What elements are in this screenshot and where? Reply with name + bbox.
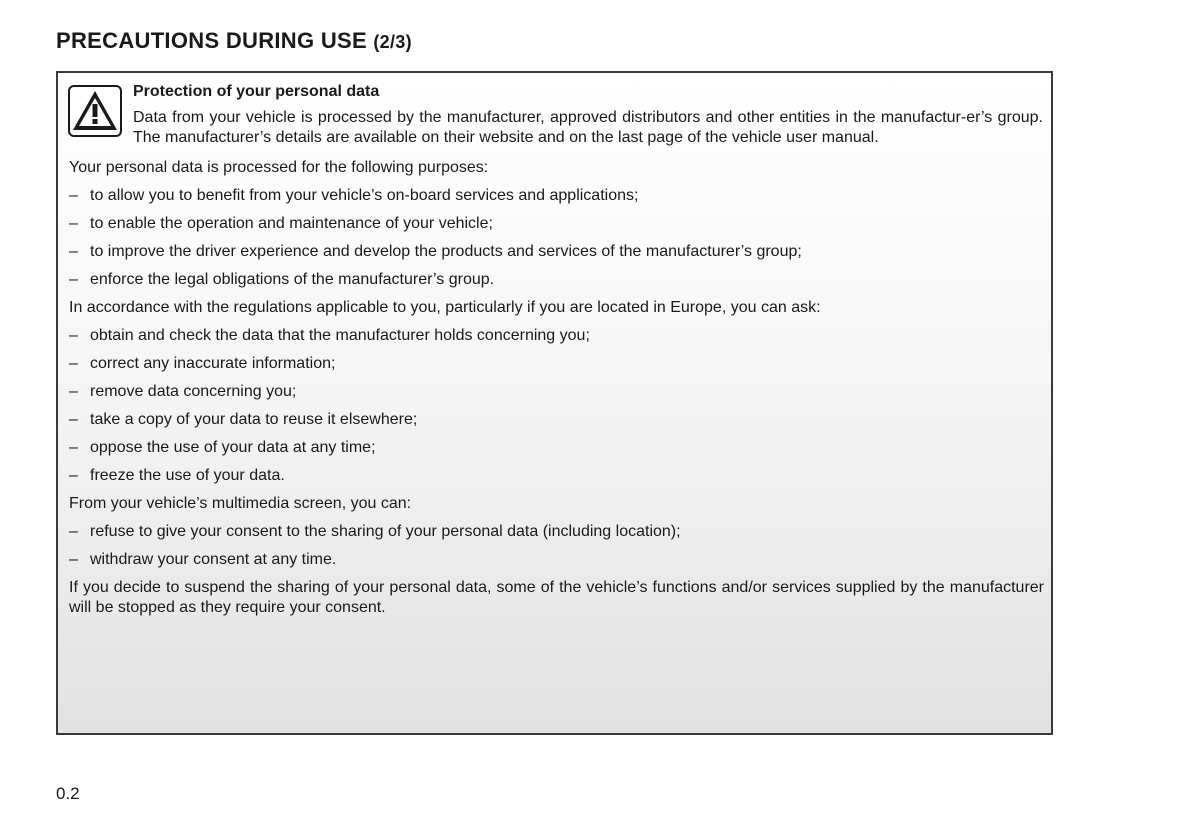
page-number: 0.2 <box>56 784 80 803</box>
rights-intro: In accordance with the regulations applicable to you, particularly if you are located in Europe, you can ask: <box>69 299 821 316</box>
section-heading: Protection of your personal data <box>133 83 380 100</box>
right-item: – freeze the use of your data. <box>69 466 1044 486</box>
purpose-item: – to enable the operation and maintenance of your vehicle; <box>69 214 1044 234</box>
multimedia-intro: From your vehicle’s multimedia screen, you can: <box>69 495 412 512</box>
purposes-intro: Your personal data is processed for the following purposes: <box>69 159 489 176</box>
multimedia-option: – refuse to give your consent to the sharing of your personal data (including location); <box>69 522 1044 542</box>
purpose-item: – enforce the legal obligations of the manufacturer’s group. <box>69 270 1044 290</box>
right-item: – take a copy of your data to reuse it elsewhere; <box>69 410 1044 430</box>
box-content <box>69 158 1044 626</box>
closing-paragraph: If you decide to suspend the sharing of your personal data, some of the vehicle’s functions and/or services supplied by the manufacturer will be stopped as they require your consent. <box>69 579 1044 616</box>
warning-box <box>56 71 1053 735</box>
right-item: – obtain and check the data that the manufacturer holds concerning you; <box>69 326 1044 346</box>
warning-triangle-icon <box>68 85 122 137</box>
page-title <box>56 28 412 54</box>
right-item: – oppose the use of your data at any time; <box>69 438 1044 458</box>
right-item: – remove data concerning you; <box>69 382 1044 402</box>
purpose-item: – to improve the driver experience and develop the products and services of the manufacturer’s group; <box>69 242 1044 262</box>
multimedia-option: – withdraw your consent at any time. <box>69 550 1044 570</box>
page-subtitle: (2/3) <box>373 32 412 52</box>
right-item: – correct any inaccurate information; <box>69 354 1044 374</box>
page-title-text: PRECAUTIONS DURING USE <box>56 28 367 53</box>
intro-paragraph: Data from your vehicle is processed by the manufacturer, approved distributors and other entities in the manufactur-er’s group. The manufacturer’s details are available on their website and on the last page of the vehicle user manual. <box>133 109 1043 146</box>
purpose-item: – to allow you to benefit from your vehicle’s on-board services and applications; <box>69 186 1044 206</box>
